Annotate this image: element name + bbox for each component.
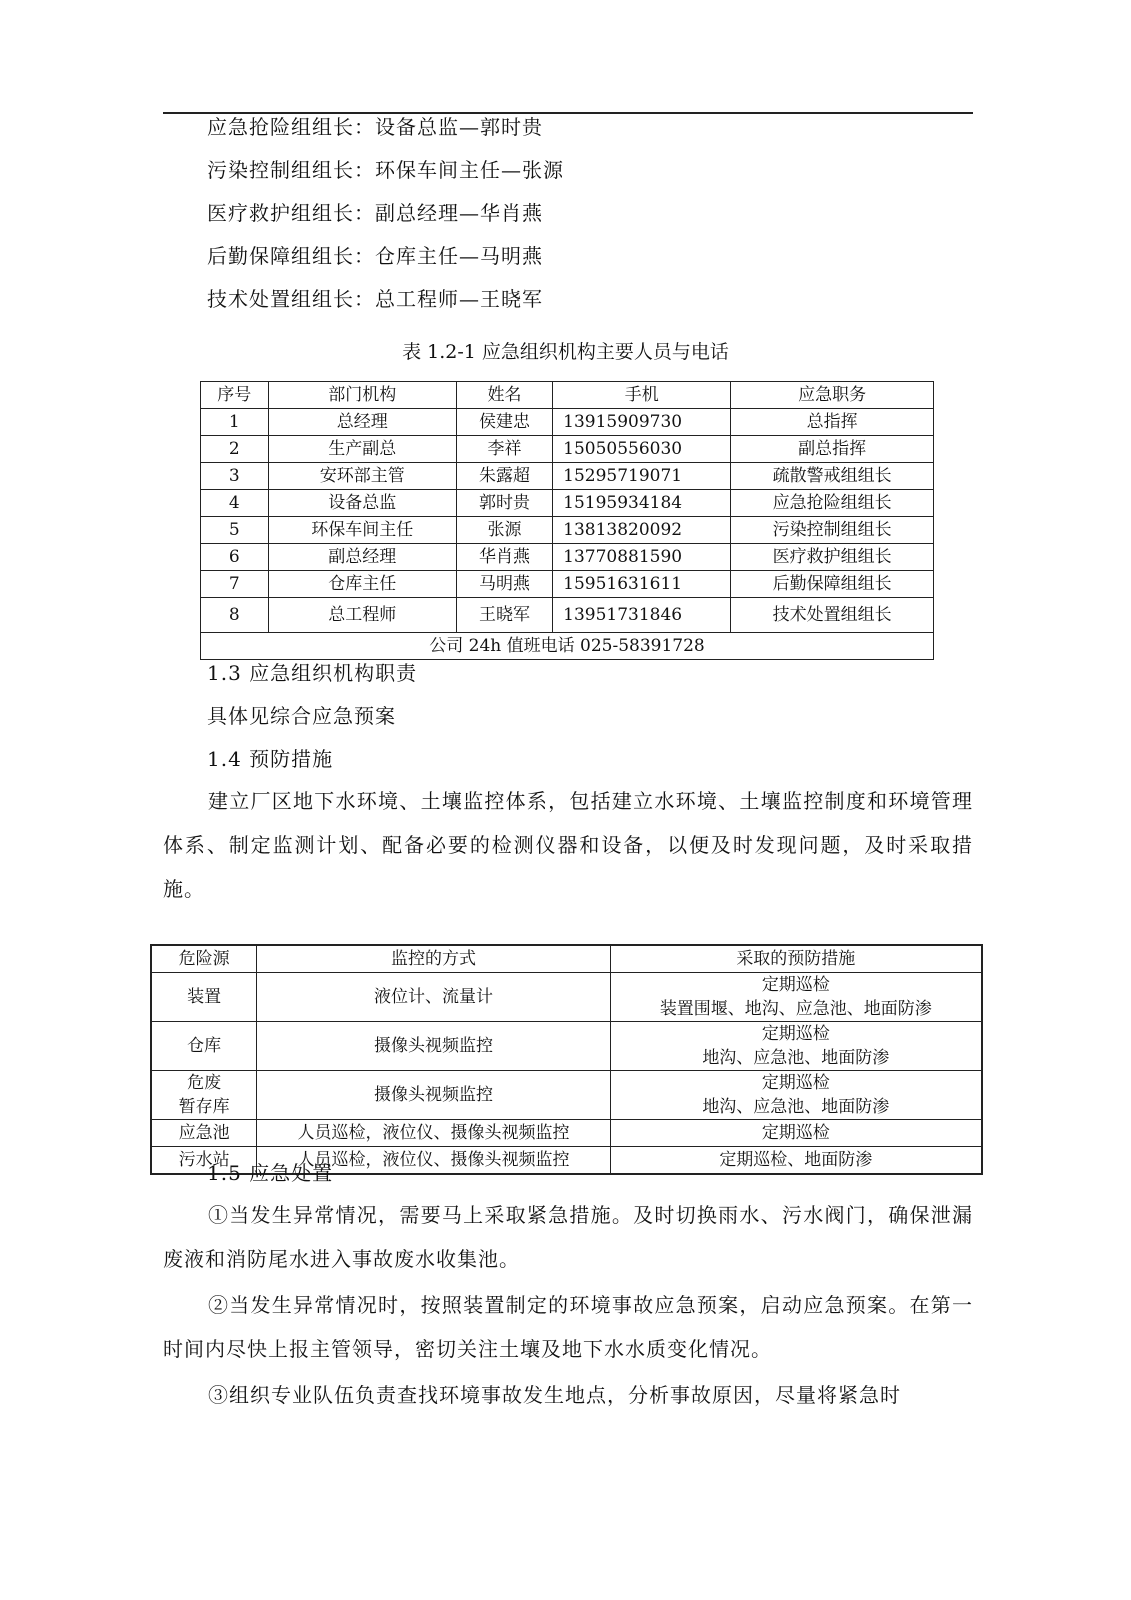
cell-hazard bbox=[151, 1071, 257, 1120]
cell-name: 郭时贵 bbox=[456, 490, 552, 517]
cell-name: 马明燕 bbox=[456, 571, 552, 598]
cell-department: 仓库主任 bbox=[268, 571, 456, 598]
cell-index: 2 bbox=[201, 436, 269, 463]
cell-role: 副总指挥 bbox=[731, 436, 934, 463]
cell-department: 生产副总 bbox=[268, 436, 456, 463]
leader-line-3: 医疗救护组组长：副总经理—华肖燕 bbox=[207, 201, 543, 225]
cell-measures-line: 装置围堰、地沟、应急池、地面防渗 bbox=[659, 999, 932, 1019]
cell-hazard-line: 装置 bbox=[187, 987, 222, 1007]
cell-index: 3 bbox=[201, 463, 269, 490]
cell-index: 8 bbox=[201, 598, 269, 633]
table-row bbox=[151, 973, 982, 1022]
col-header-hazard: 危险源 bbox=[151, 945, 257, 973]
section-1-5-para-3: ③组织专业队伍负责查找环境事故发生地点，分析事故原因，尽量将紧急时 bbox=[208, 1383, 901, 1407]
cell-method: 摄像头视频监控 bbox=[257, 1071, 610, 1120]
cell-index: 7 bbox=[201, 571, 269, 598]
cell-mobile: 13951731846 bbox=[553, 598, 731, 633]
table-row bbox=[201, 409, 934, 436]
cell-hazard-line: 危废 bbox=[187, 1073, 222, 1093]
cell-mobile: 15295719071 bbox=[553, 463, 731, 490]
table1-caption: 表 1.2-1 应急组织机构主要人员与电话 bbox=[402, 341, 729, 363]
emergency-contacts-table bbox=[200, 381, 934, 660]
table-row bbox=[201, 463, 934, 490]
cell-role: 污染控制组组长 bbox=[731, 517, 934, 544]
leader-line-2: 污染控制组组长：环保车间主任—张源 bbox=[207, 158, 564, 182]
cell-measures-line: 地沟、应急池、地面防渗 bbox=[702, 1097, 890, 1117]
cell-department: 安环部主管 bbox=[268, 463, 456, 490]
cell-role: 疏散警戒组组长 bbox=[731, 463, 934, 490]
cell-measures bbox=[610, 1071, 982, 1120]
cell-name: 华肖燕 bbox=[456, 544, 552, 571]
cell-measures-line: 定期巡检、地面防渗 bbox=[719, 1150, 873, 1170]
col-header-mobile: 手机 bbox=[553, 382, 731, 409]
cell-hazard-line: 污水站 bbox=[178, 1150, 230, 1170]
cell-hazard-line: 应急池 bbox=[178, 1123, 230, 1143]
cell-mobile: 13770881590 bbox=[553, 544, 731, 571]
table-row bbox=[201, 517, 934, 544]
cell-index: 5 bbox=[201, 517, 269, 544]
cell-mobile: 13915909730 bbox=[553, 409, 731, 436]
cell-measures-line: 定期巡检 bbox=[761, 1073, 830, 1093]
section-1-3-heading: 1.3 应急组织机构职责 bbox=[207, 661, 418, 685]
cell-hazard bbox=[151, 1022, 257, 1071]
col-header-role: 应急职务 bbox=[731, 382, 934, 409]
table-row bbox=[201, 544, 934, 571]
table-row bbox=[151, 1022, 982, 1071]
cell-department: 总工程师 bbox=[268, 598, 456, 633]
table-row bbox=[151, 1120, 982, 1147]
leader-line-4: 后勤保障组组长：仓库主任—马明燕 bbox=[207, 244, 543, 268]
cell-department: 环保车间主任 bbox=[268, 517, 456, 544]
cell-role: 技术处置组组长 bbox=[731, 598, 934, 633]
table-header-row bbox=[151, 945, 982, 973]
section-1-3-text: 具体见综合应急预案 bbox=[207, 704, 396, 728]
cell-index: 6 bbox=[201, 544, 269, 571]
cell-department: 设备总监 bbox=[268, 490, 456, 517]
cell-hazard-line: 暂存库 bbox=[178, 1097, 230, 1117]
cell-department: 副总经理 bbox=[268, 544, 456, 571]
cell-method: 人员巡检，液位仪、摄像头视频监控 bbox=[257, 1120, 610, 1147]
table-header-row bbox=[201, 382, 934, 409]
cell-measures bbox=[610, 973, 982, 1022]
cell-mobile: 13813820092 bbox=[553, 517, 731, 544]
cell-hazard bbox=[151, 973, 257, 1022]
table-footer-row bbox=[201, 633, 934, 660]
leader-line-1: 应急抢险组组长：设备总监—郭时贵 bbox=[207, 115, 543, 139]
col-header-index: 序号 bbox=[201, 382, 269, 409]
cell-index: 4 bbox=[201, 490, 269, 517]
cell-role: 后勤保障组组长 bbox=[731, 571, 934, 598]
section-1-5-para-2: ②当发生异常情况时，按照装置制定的环境事故应急预案，启动应急预案。在第一时间内尽快上报主管领导，密切关注土壤及地下水水质变化情况。 bbox=[163, 1293, 973, 1361]
cell-hazard bbox=[151, 1120, 257, 1147]
section-1-4-heading: 1.4 预防措施 bbox=[207, 747, 334, 771]
table-row bbox=[151, 1071, 982, 1120]
table-row bbox=[201, 571, 934, 598]
cell-measures-line: 定期巡检 bbox=[761, 1123, 830, 1143]
cell-method: 摄像头视频监控 bbox=[257, 1022, 610, 1071]
cell-measures-line: 地沟、应急池、地面防渗 bbox=[702, 1048, 890, 1068]
cell-measures bbox=[610, 1147, 982, 1175]
leader-line-5: 技术处置组组长：总工程师—王晓军 bbox=[207, 287, 543, 311]
cell-method: 人员巡检，液位仪、摄像头视频监控 bbox=[257, 1147, 610, 1175]
cell-name: 朱露超 bbox=[456, 463, 552, 490]
cell-role: 医疗救护组组长 bbox=[731, 544, 934, 571]
col-header-measures: 采取的预防措施 bbox=[610, 945, 982, 973]
col-header-department: 部门机构 bbox=[268, 382, 456, 409]
table-row bbox=[201, 598, 934, 633]
section-1-5-para-1: ①当发生异常情况，需要马上采取紧急措施。及时切换雨水、污水阀门，确保泄漏废液和消防尾水进入事故废水收集池。 bbox=[163, 1203, 973, 1271]
duty-phone: 公司 24h 值班电话 025-58391728 bbox=[201, 633, 934, 660]
cell-role: 总指挥 bbox=[731, 409, 934, 436]
cell-name: 王晓军 bbox=[456, 598, 552, 633]
cell-hazard-line: 仓库 bbox=[187, 1036, 222, 1056]
cell-mobile: 15195934184 bbox=[553, 490, 731, 517]
hazard-monitoring-table bbox=[150, 944, 983, 1175]
cell-department: 总经理 bbox=[268, 409, 456, 436]
table-row bbox=[201, 436, 934, 463]
table-row bbox=[201, 490, 934, 517]
cell-name: 张源 bbox=[456, 517, 552, 544]
cell-method: 液位计、流量计 bbox=[257, 973, 610, 1022]
cell-mobile: 15050556030 bbox=[553, 436, 731, 463]
cell-mobile: 15951631611 bbox=[553, 571, 731, 598]
cell-measures bbox=[610, 1022, 982, 1071]
cell-measures bbox=[610, 1120, 982, 1147]
cell-measures-line: 定期巡检 bbox=[761, 1024, 830, 1044]
col-header-method: 监控的方式 bbox=[257, 945, 610, 973]
cell-index: 1 bbox=[201, 409, 269, 436]
cell-role: 应急抢险组组长 bbox=[731, 490, 934, 517]
section-1-4-paragraph: 建立厂区地下水环境、土壤监控体系，包括建立水环境、土壤监控制度和环境管理体系、制定监测计划、配备必要的检测仪器和设备，以便及时发现问题，及时采取措施。 bbox=[163, 789, 973, 901]
cell-measures-line: 定期巡检 bbox=[761, 975, 830, 995]
cell-name: 李祥 bbox=[456, 436, 552, 463]
col-header-name: 姓名 bbox=[456, 382, 552, 409]
section-1-5-heading: 1.5 应急处置 bbox=[207, 1161, 334, 1185]
cell-name: 侯建忠 bbox=[456, 409, 552, 436]
